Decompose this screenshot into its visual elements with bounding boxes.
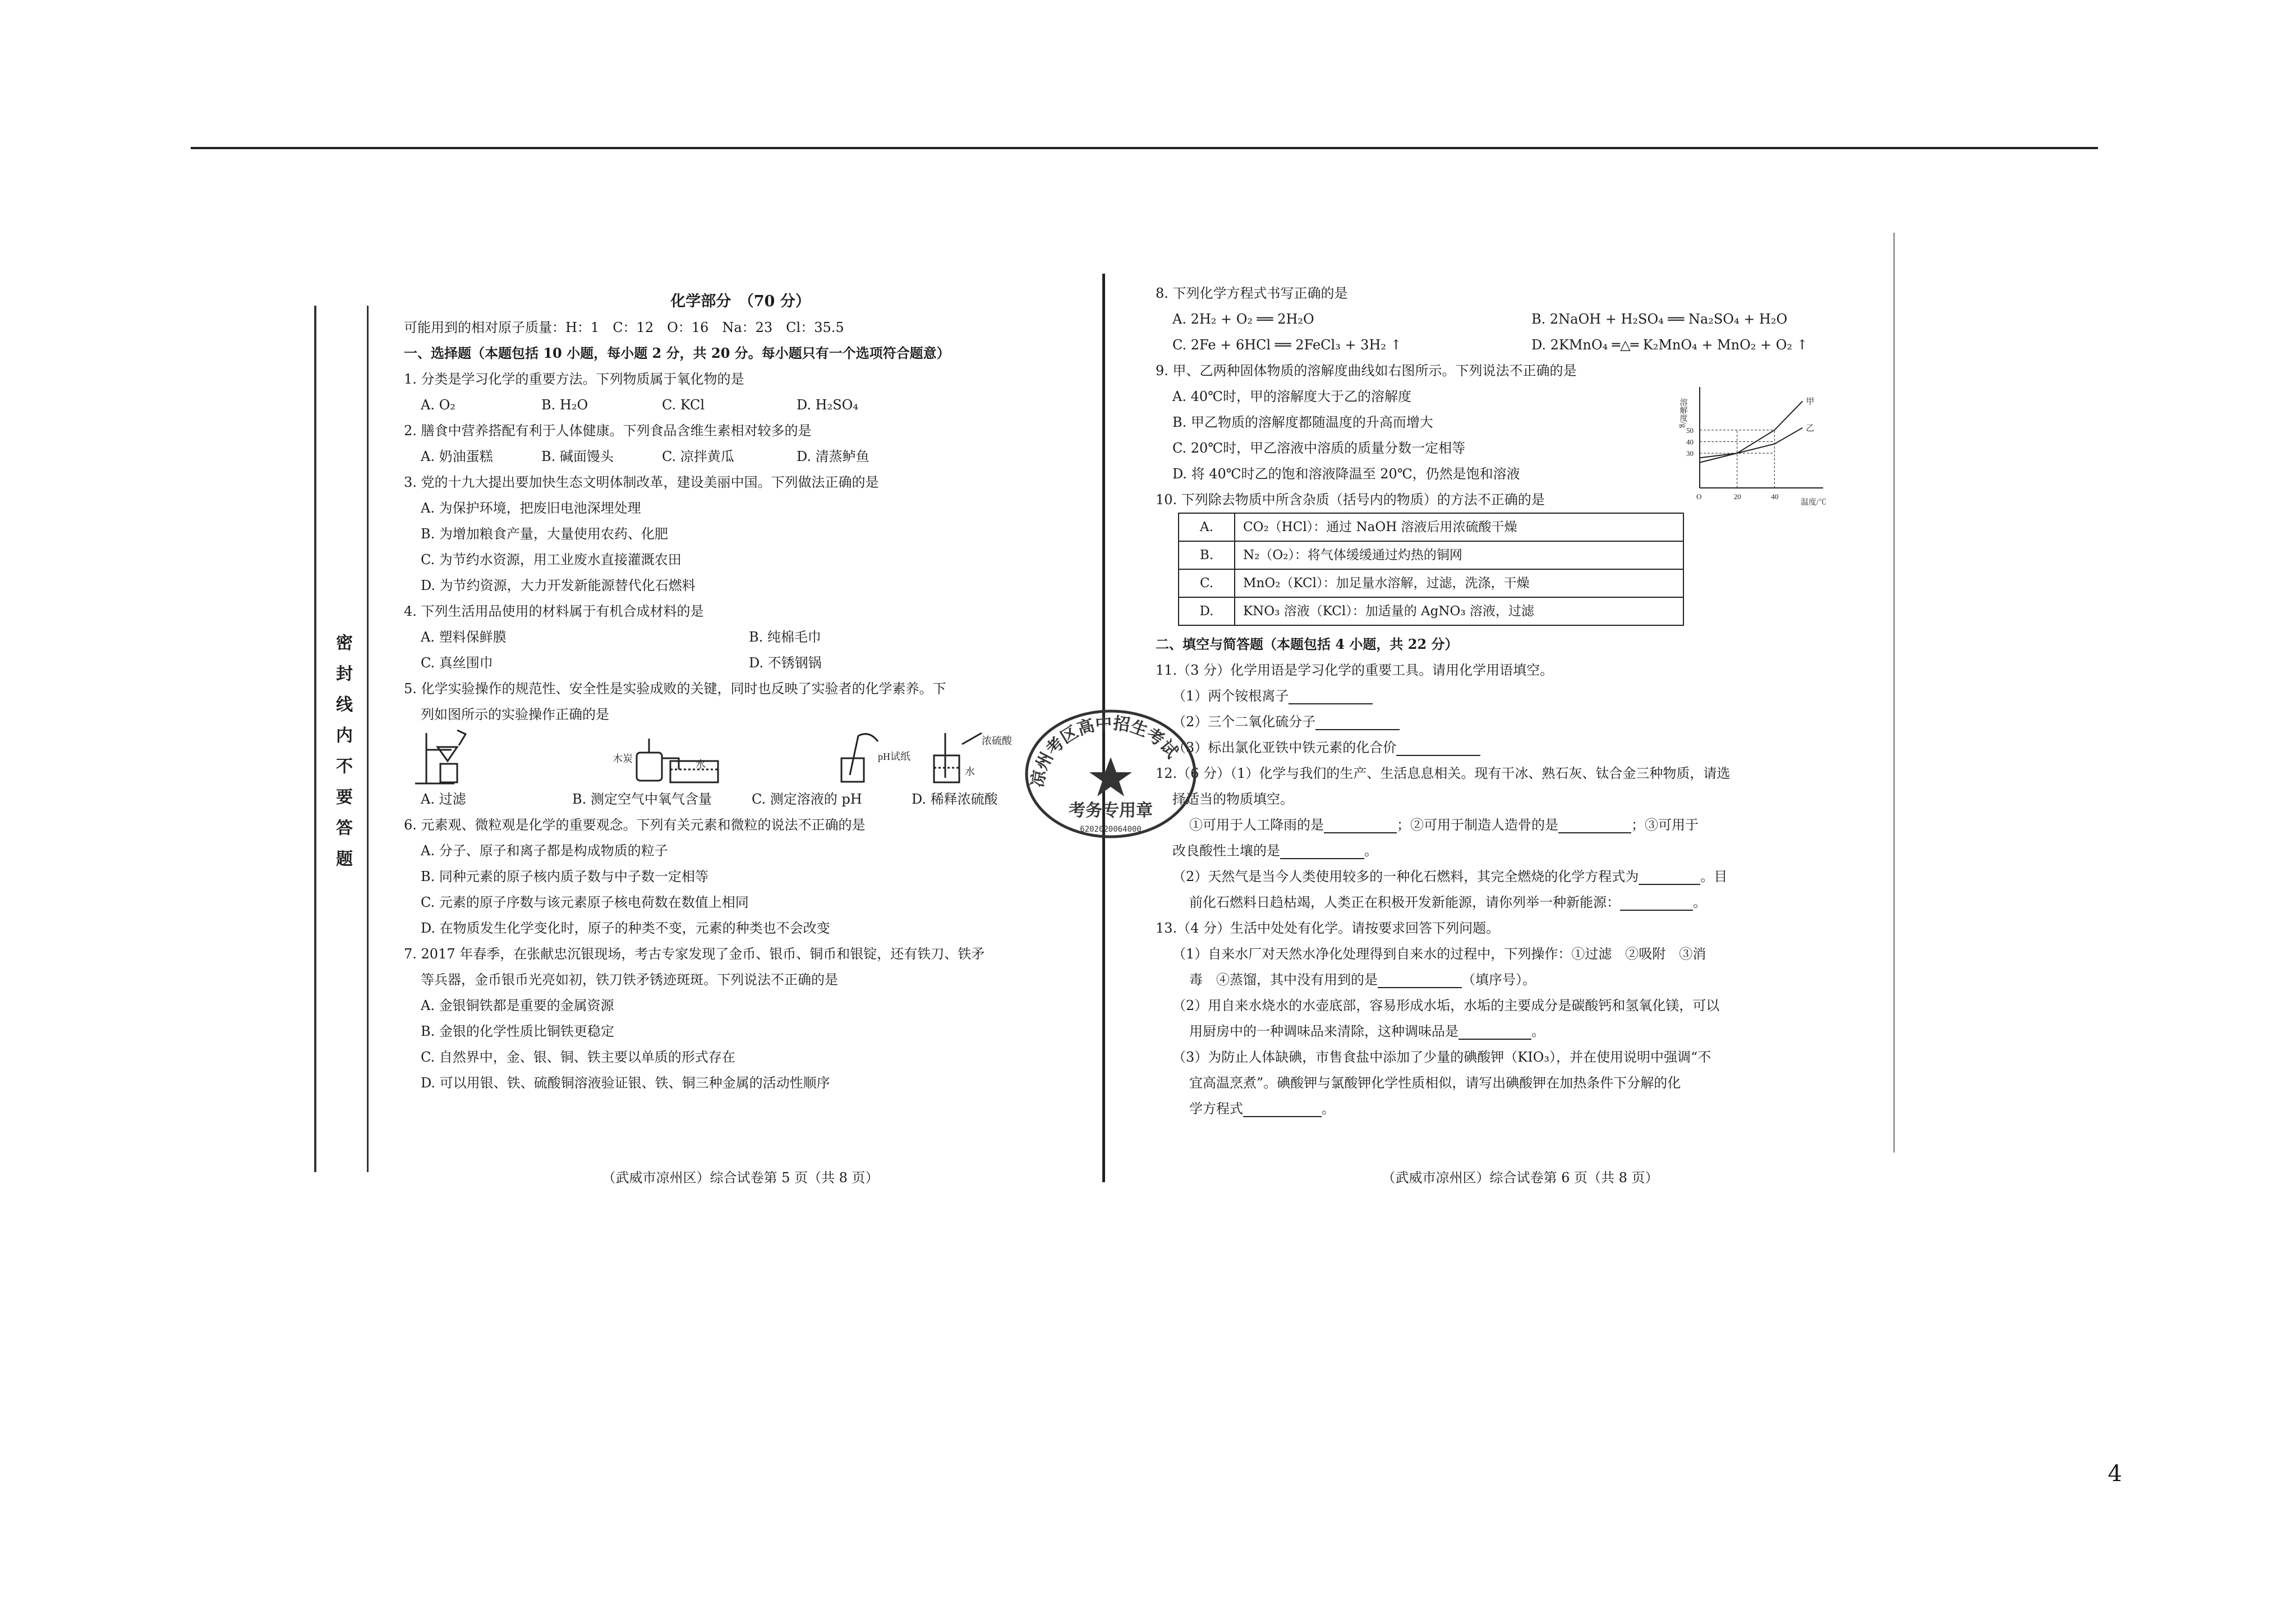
fill-label: （2）三个二氧化硫分子 bbox=[1172, 714, 1316, 730]
option: B. 甲乙物质的溶解度都随温度的升高而增大 bbox=[1172, 414, 1433, 430]
option-row bbox=[404, 392, 1077, 418]
acid-label: 浓硫酸 bbox=[982, 735, 1012, 746]
option: D. 稀释浓硫酸 bbox=[912, 791, 998, 807]
question-stem: 9. 甲、乙两种固体物质的溶解度曲线如右图所示。下列说法不正确的是 bbox=[1156, 363, 1577, 379]
option: C. 2Fe + 6HCl ══ 2FeCl₃ + 3H₂ ↑ bbox=[1172, 337, 1402, 353]
row-key: C. bbox=[1179, 569, 1235, 597]
fill-label: 毒 ④蒸馏，其中没有用到的是 bbox=[1189, 972, 1378, 988]
y-tick-label: 30 bbox=[1686, 449, 1694, 458]
y-tick-label: 50 bbox=[1686, 426, 1694, 435]
stamp-digits: 6202020064000 bbox=[1080, 825, 1142, 834]
answer-blank[interactable] bbox=[1315, 716, 1400, 730]
fill-label: （填序号）。 bbox=[1462, 972, 1536, 988]
left-footer: （武威市凉州区）综合试卷第 5 页（共 8 页） bbox=[602, 1170, 879, 1186]
table-row bbox=[1179, 597, 1683, 625]
apparatus-figures bbox=[404, 727, 1077, 786]
top-rule bbox=[191, 147, 2098, 149]
question-stem: 12.（6 分）（1）化学与我们的生产、生活息息相关。现有干冰、熟石灰、钛合金三种物质，请选 bbox=[1156, 766, 1731, 781]
apparatus-drawings bbox=[404, 727, 1077, 786]
option-row bbox=[1156, 306, 1885, 332]
fill-item: 学方程式 。 bbox=[1189, 1101, 1335, 1117]
fill-item: 前化石燃料日趋枯竭，人类正在积极开发新能源，请你列举一种新能源： 。 bbox=[1189, 895, 1706, 910]
question-line: （3）为防止人体缺碘，市售食盐中添加了少量的碘酸钾（KIO₃），并在使用说明中强调“不 bbox=[1172, 1049, 1711, 1065]
answer-blank[interactable] bbox=[1289, 690, 1373, 704]
question-stem: 13.（4 分）生活中处处有化学。请按要求回答下列问题。 bbox=[1156, 920, 1500, 936]
question-line: 宜高温烹煮”。碘酸钾与氯酸钾化学性质相似，请写出碘酸钾在加热条件下分解的化 bbox=[1189, 1075, 1681, 1091]
option: C. 真丝围巾 bbox=[421, 655, 493, 671]
option: D. 不锈钢锅 bbox=[749, 655, 822, 671]
option: C. 元素的原子序数与该元素原子核电荷数在数值上相同 bbox=[421, 895, 749, 910]
fill-item bbox=[1156, 709, 1885, 735]
row-value: N₂（O₂）：将气体缓缓通过灼热的铜网 bbox=[1235, 541, 1683, 569]
option: A. 金银铜铁都是重要的金属资源 bbox=[421, 998, 614, 1013]
oxygen-figure bbox=[637, 739, 718, 782]
stamp-star bbox=[1089, 757, 1132, 796]
x-tick-label: 20 bbox=[1733, 492, 1741, 501]
option: A. 分子、原子和离子都是构成物质的粒子 bbox=[421, 843, 668, 859]
answer-blank[interactable] bbox=[1243, 1103, 1322, 1117]
right-footer: （武威市凉州区）综合试卷第 6 页（共 8 页） bbox=[1382, 1170, 1659, 1186]
option: B. 2NaOH + H₂SO₄ ══ Na₂SO₄ + H₂O bbox=[1531, 311, 1788, 327]
option-row bbox=[404, 444, 1077, 469]
row-key: D. bbox=[1179, 597, 1235, 625]
answer-blank[interactable] bbox=[1558, 819, 1631, 833]
question-stem: 6. 元素观、微粒观是化学的重要观念。下列有关元素和微粒的说法不正确的是 bbox=[404, 817, 866, 833]
right-edge bbox=[1893, 233, 1895, 1152]
table-row bbox=[1179, 541, 1683, 569]
option: D. H₂SO₄ bbox=[797, 397, 858, 413]
ph-figure bbox=[841, 734, 878, 782]
option: C. 20℃时，甲乙溶液中溶质的质量分数一定相等 bbox=[1172, 440, 1466, 456]
option: C. 凉拌黄瓜 bbox=[662, 449, 734, 464]
option: B. H₂O bbox=[541, 397, 588, 413]
option: D. 为节约资源，大力开发新能源替代化石燃料 bbox=[421, 578, 696, 593]
fill-label: 。目 bbox=[1700, 869, 1728, 884]
row-value: KNO₃ 溶液（KCl）：加适量的 AgNO₃ 溶液，过滤 bbox=[1235, 597, 1683, 625]
question-line: （2）用自来水烧水的水壶底部，容易形成水垢，水垢的主要成分是碳酸钙和氢氧化镁，可以 bbox=[1172, 998, 1720, 1013]
question-stem: 4. 下列生活用品使用的材料属于有机合成材料的是 bbox=[404, 603, 704, 619]
question-stem: 5. 化学实验操作的规范性、安全性是实验成败的关键，同时也反映了实验者的化学素养。下 bbox=[404, 681, 946, 697]
option-row bbox=[1156, 332, 1885, 358]
table-row bbox=[1179, 513, 1683, 541]
option-row bbox=[404, 650, 1077, 676]
option: B. 碱面馒头 bbox=[541, 449, 614, 464]
answer-blank[interactable] bbox=[1324, 819, 1397, 833]
fill-item: 用厨房中的一种调味品来清除，这种调味品是 。 bbox=[1189, 1023, 1545, 1039]
fill-item bbox=[1156, 735, 1885, 760]
question-stem: 11.（3 分）化学用语是学习化学的重要工具。请用化学用语填空。 bbox=[1156, 662, 1554, 678]
fill-label: ①可用于人工降雨的是 bbox=[1189, 817, 1324, 833]
charcoal-label: 木炭 bbox=[613, 753, 633, 764]
stamp-outer-text: 凉州考区高中招生考试 bbox=[1028, 713, 1182, 789]
y-axis-label: 溶解度/g bbox=[1678, 398, 1687, 428]
option: A. 塑料保鲜膜 bbox=[421, 629, 507, 645]
question-stem-cont: 等兵器，金币银币光亮如初，铁刀铁矛锈迹斑斑。下列说法不正确的是 bbox=[421, 972, 838, 988]
x-axis-label: 温度/℃ bbox=[1801, 499, 1826, 507]
impurity-table bbox=[1178, 513, 1684, 626]
option: B. 为增加粮食产量，大量使用农药、化肥 bbox=[421, 526, 668, 542]
table-row bbox=[1179, 569, 1683, 597]
question-stem: 2. 膳食中营养搭配有利于人体健康。下列食品含维生素相对较多的是 bbox=[404, 423, 812, 439]
series-label-1: 甲 bbox=[1806, 397, 1815, 407]
option: A. O₂ bbox=[421, 397, 455, 413]
answer-blank[interactable] bbox=[1620, 896, 1693, 911]
ph-paper-label: pH试纸 bbox=[878, 751, 910, 762]
option: D. 2KMnO₄ ═△═ K₂MnO₄ + MnO₂ + O₂ ↑ bbox=[1531, 337, 1808, 353]
answer-blank[interactable] bbox=[1280, 845, 1364, 859]
option: C. 测定溶液的 pH bbox=[752, 791, 862, 807]
fill-label: 改良酸性土壤的是 bbox=[1172, 843, 1280, 859]
option: A. 为保护环境，把废旧电池深埋处理 bbox=[421, 500, 641, 516]
solubility-chart bbox=[1669, 387, 1837, 510]
fill-label: （3）标出氯化亚铁中铁元素的化合价 bbox=[1172, 740, 1397, 755]
option: B. 测定空气中氧气含量 bbox=[572, 791, 712, 807]
answer-blank[interactable] bbox=[1458, 1025, 1531, 1040]
fill-item bbox=[1156, 864, 1885, 889]
fill-label: ；③可用于 bbox=[1631, 817, 1699, 833]
option: D. 可以用银、铁、硫酸铜溶液验证银、铁、铜三种金属的活动性顺序 bbox=[421, 1075, 830, 1091]
section-title: 化学部分 （70 分） bbox=[670, 293, 811, 310]
answer-blank[interactable] bbox=[1639, 870, 1700, 885]
fill-item bbox=[1156, 683, 1885, 709]
option: D. 在物质发生化学变化时，原子的种类不变，元素的种类也不会改变 bbox=[421, 920, 830, 936]
answer-blank[interactable] bbox=[1378, 974, 1462, 988]
left-page bbox=[404, 289, 1077, 1096]
binding-note: 密封线内不要答题 bbox=[333, 634, 352, 880]
stamp-inner-text: 考务专用章 bbox=[1069, 801, 1153, 820]
question-stem: 7. 2017 年春季，在张献忠沉银现场，考古专家发现了金币、银币、铜币和银锭，还有铁刀、铁矛 bbox=[404, 946, 985, 962]
fill-label: ；②可用于制造人造骨的是 bbox=[1397, 817, 1558, 833]
question-stem: 1. 分类是学习化学的重要方法。下列物质属于氧化物的是 bbox=[404, 371, 744, 387]
fill-label: （1）两个铵根离子 bbox=[1172, 688, 1289, 704]
option: D. 清蒸鲈鱼 bbox=[797, 449, 869, 464]
question-stem-cont: 列如图所示的实验操作正确的是 bbox=[421, 707, 609, 722]
option: C. 自然界中，金、银、铜、铁主要以单质的形式存在 bbox=[421, 1049, 735, 1065]
question-stem: 10. 下列除去物质中所含杂质（括号内的物质）的方法不正确的是 bbox=[1156, 492, 1545, 508]
section-heading: 二、填空与简答题（本题包括 4 小题，共 22 分） bbox=[1156, 636, 1458, 652]
option: C. KCl bbox=[662, 397, 705, 413]
fill-item: 改良酸性土壤的是 。 bbox=[1172, 843, 1378, 859]
water-label: 水 bbox=[696, 759, 706, 770]
row-key: B. bbox=[1179, 541, 1235, 569]
option: C. 为节约水资源，用工业废水直接灌溉农田 bbox=[421, 552, 682, 568]
question-line: （1）自来水厂对天然水净化处理得到自来水的过程中，下列操作：①过滤 ②吸附 ③消 bbox=[1172, 946, 1706, 962]
option: A. 过滤 bbox=[421, 791, 466, 807]
option: B. 纯棉毛巾 bbox=[749, 629, 821, 645]
row-value: MnO₂（KCl）：加足量水溶解，过滤，洗涤，干燥 bbox=[1235, 569, 1683, 597]
fill-label: 学方程式 bbox=[1189, 1101, 1243, 1117]
filtration-figure bbox=[415, 730, 466, 783]
option: D. 将 40℃时乙的饱和溶液降温至 20℃，仍然是饱和溶液 bbox=[1172, 466, 1520, 482]
atomic-mass-line: 可能用到的相对原子质量：H：1 C：12 O：16 Na：23 Cl：35.5 bbox=[404, 320, 844, 335]
question-stem: 3. 党的十九大提出要加快生态文明体制改革，建设美丽中国。下列做法正确的是 bbox=[404, 474, 879, 490]
section-heading: 一、选择题（本题包括 10 小题，每小题 2 分，共 20 分。每小题只有一个选项符合题意） bbox=[404, 345, 950, 361]
option: A. 2H₂ + O₂ ══ 2H₂O bbox=[1172, 311, 1314, 327]
option-row bbox=[404, 624, 1077, 650]
option: A. 40℃时，甲的溶解度大于乙的溶解度 bbox=[1172, 389, 1411, 404]
water-label-2: 水 bbox=[965, 766, 975, 777]
y-tick-label: 40 bbox=[1686, 437, 1694, 446]
x-tick-label: 40 bbox=[1771, 492, 1779, 501]
series-label-2: 乙 bbox=[1806, 423, 1815, 433]
question-stem-cont: 择适当的物质填空。 bbox=[1172, 791, 1294, 807]
row-value: CO₂（HCl）：通过 NaOH 溶液后用浓硫酸干燥 bbox=[1235, 513, 1683, 541]
question-stem: 8. 下列化学方程式书写正确的是 bbox=[1156, 285, 1348, 301]
fill-item bbox=[1156, 812, 1885, 838]
option: B. 金银的化学性质比铜铁更稳定 bbox=[421, 1023, 614, 1039]
answer-blank[interactable] bbox=[1396, 741, 1480, 756]
option: B. 同种元素的原子核内质子数与中子数一定相等 bbox=[421, 869, 708, 884]
fill-item bbox=[1156, 967, 1885, 993]
option-row bbox=[404, 786, 1077, 812]
option: A. 奶油蛋糕 bbox=[421, 449, 493, 464]
official-stamp bbox=[1021, 704, 1200, 844]
fill-label: 前化石燃料日趋枯竭，人类正在积极开发新能源，请你列举一种新能源： bbox=[1189, 895, 1620, 910]
fill-label: （2）天然气是当今人类使用较多的一种化石燃料，其完全燃烧的化学方程式为 bbox=[1172, 869, 1639, 884]
fill-label: 用厨房中的一种调味品来清除，这种调味品是 bbox=[1189, 1023, 1458, 1039]
page-number: 4 bbox=[2108, 1461, 2122, 1487]
x-tick-label: O bbox=[1696, 492, 1702, 501]
row-key: A. bbox=[1179, 513, 1235, 541]
